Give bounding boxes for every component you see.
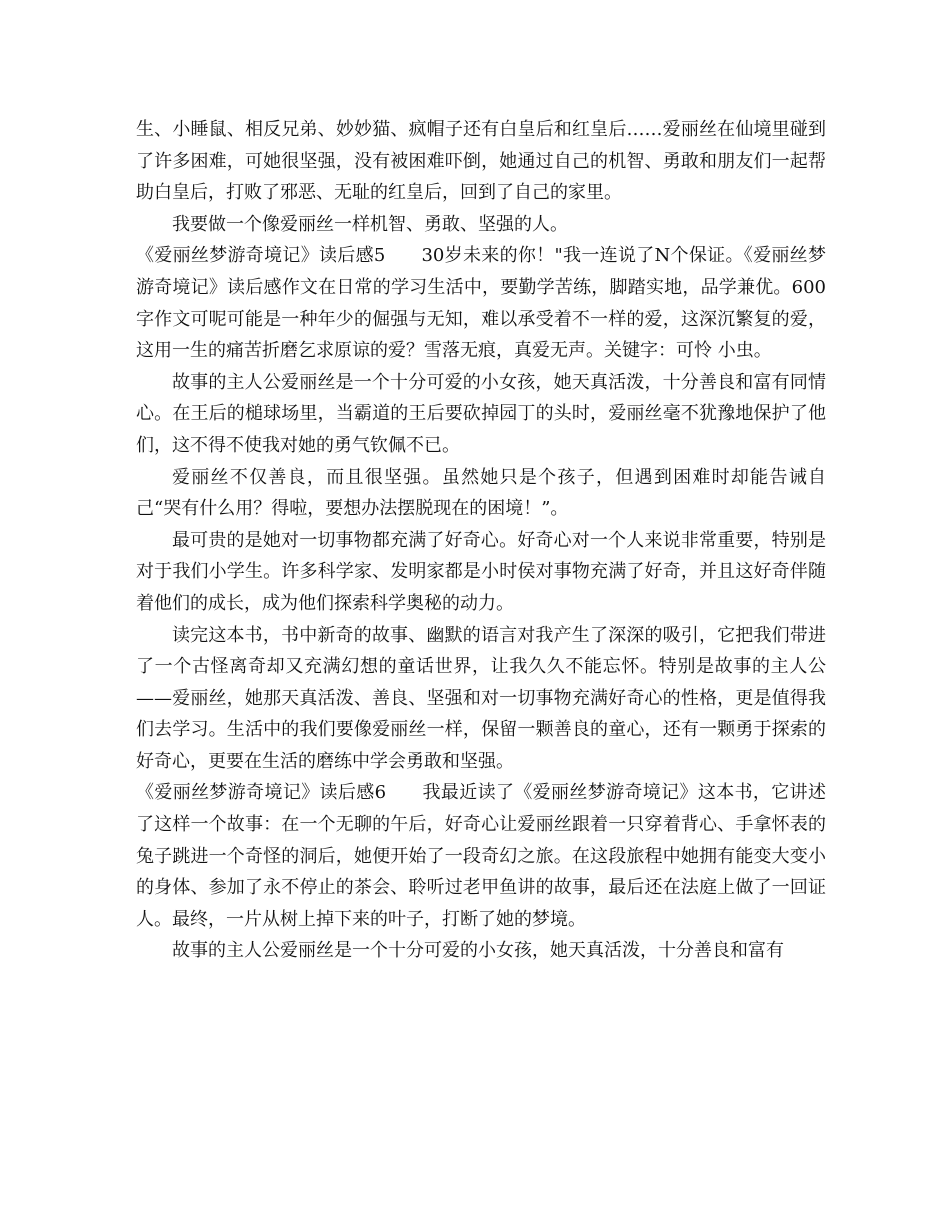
paragraph: 生、小睡鼠、相反兄弟、妙妙猫、疯帽子还有白皇后和红皇后……爱丽丝在仙境里碰到了许多困难，可她很坚强，没有被困难吓倒，她通过自己的机智、勇敢和朋友们一起帮助白皇后，打败了邪恶、无耻的红皇后，回到了自己的家里。 [136, 119, 826, 204]
paragraph: 故事的主人公爱丽丝是一个十分可爱的小女孩，她天真活泼，十分善良和富有同情心。在王后的槌球场里，当霸道的王后要砍掉园丁的头时，爱丽丝毫不犹豫地保护了他们，这不得不使我对她的勇气钦佩不已。 [136, 371, 826, 456]
paragraph: 读完这本书，书中新奇的故事、幽默的语言对我产生了深深的吸引，它把我们带进了一个古怪离奇却又充满幻想的童话世界，让我久久不能忘怀。特别是故事的主人公——爱丽丝，她那天真活泼、善良、坚强和对一切事物充满好奇心的性格，更是值得我们去学习。生活中的我们要像爱丽丝一样，保留一颗善良的童心，还有一颗勇于探索的好奇心，更要在生活的磨练中学会勇敢和坚强。 [136, 624, 826, 772]
paragraph: 故事的主人公爱丽丝是一个十分可爱的小女孩，她天真活泼，十分善良和富有 [172, 940, 784, 962]
essay-section [136, 240, 826, 366]
essay-section [136, 777, 826, 935]
heading-gap [386, 782, 422, 803]
paragraph-text: 我最近读了《爱丽丝梦游奇境记》这本书，它讲述了这样一个故事：在一个无聊的午后，好奇心让爱丽丝跟着一只穿着背心、手拿怀表的兔子跳进一个奇怪的洞后，她便开始了一段奇幻之旅。在这段旅程中她拥有能变大变小的身体、参加了永不停止的茶会、聆听过老甲鱼讲的故事，最后还在法庭上做了一回证人。最终，一片从树上掉下来的叶子，打断了她的梦境。 [136, 782, 827, 930]
paragraph-text: 30岁未来的你！"我一连说了N个保证。《爱丽丝梦游奇境记》读后感作文在日常的学习生活中，要勤学苦练，脚踏实地，品学兼优。600字作文可呢可能是一种年少的倔强与无知，难以承受着不一样的爱，这深沉繁复的爱，这用一生的痛苦折磨乞求原谅的爱？雪落无痕，真爱无声。关键字：可怜 小虫。 [136, 245, 826, 362]
section-heading: 《爱丽丝梦游奇境记》读后感6 [136, 782, 387, 804]
document-body [136, 114, 826, 967]
section-heading: 《爱丽丝梦游奇境记》读后感5 [136, 245, 386, 267]
paragraph: 爱丽丝不仅善良，而且很坚强。虽然她只是个孩子，但遇到困难时却能告诫自己“哭有什么用？得啦，要想办法摆脱现在的困境！”。 [136, 466, 826, 520]
heading-gap [385, 245, 421, 266]
paragraph: 我要做一个像爱丽丝一样机智、勇敢、坚强的人。 [172, 213, 568, 235]
paragraph: 最可贵的是她对一切事物都充满了好奇心。好奇心对一个人来说非常重要，特别是对于我们小学生。许多科学家、发明家都是小时侯对事物充满了好奇，并且这好奇伴随着他们的成长，成为他们探索科学奥秘的动力。 [136, 529, 826, 614]
